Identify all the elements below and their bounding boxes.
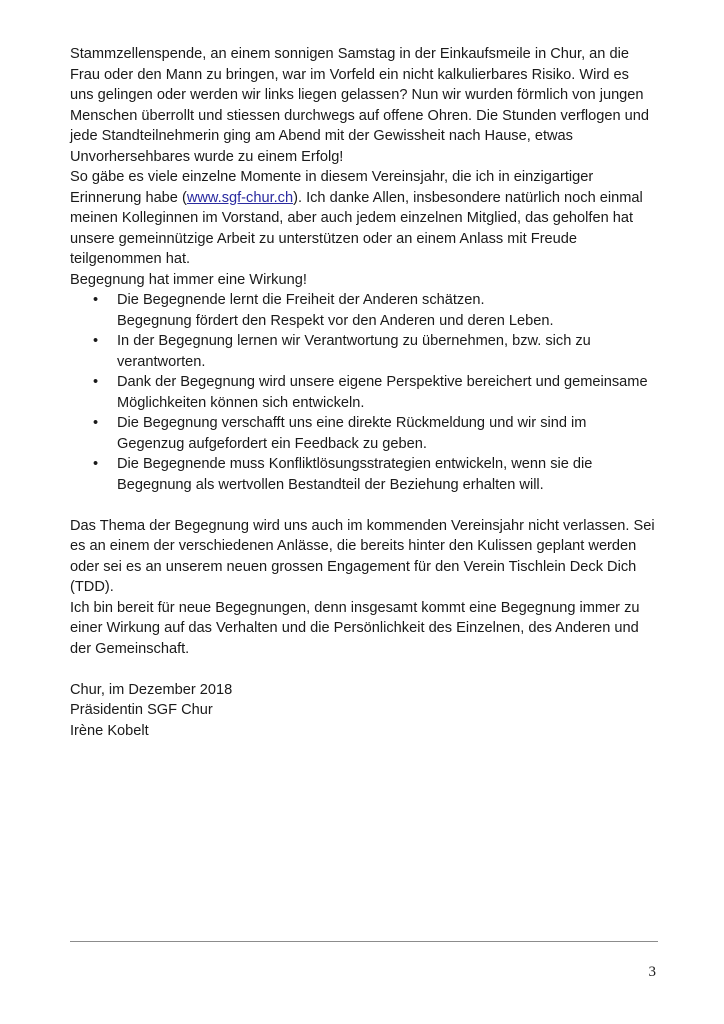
paragraph-bereit bbox=[70, 598, 670, 660]
text-line: einer Wirkung auf das Verhalten und die Persönlichkeit des Einzelnen, des Anderen und bbox=[70, 620, 639, 636]
text-line: Begegnung fördert den Respekt vor den Anderen und deren Leben. bbox=[117, 312, 554, 329]
text-line: jede Standteilnehmerin ging am Abend mit der Gewissheit nach Hause, etwas bbox=[70, 128, 573, 144]
signature-block bbox=[70, 680, 670, 742]
text-line: Gegenzug aufgefordert ein Feedback zu geben. bbox=[117, 435, 427, 452]
text-line: Dank der Begegnung wird unsere eigene Perspektive bereichert und gemeinsame bbox=[117, 374, 648, 390]
bullet-icon: • bbox=[93, 333, 99, 349]
text-line: So gäbe es viele einzelne Momente in diesem Vereinsjahr, die ich in einzigartiger bbox=[70, 169, 594, 185]
text-line: In der Begegnung lernen wir Verantwortung zu übernehmen, bzw. sich zu bbox=[117, 333, 591, 349]
bullet-list bbox=[70, 290, 670, 495]
paragraph-gap bbox=[70, 495, 670, 516]
text-line: Stammzellenspende, an einem sonnigen Samstag in der Einkaufsmeile in Chur, an die bbox=[70, 46, 629, 62]
paragraph-gap bbox=[70, 659, 670, 680]
text-line: unsere gemeinnützige Arbeit zu unterstützen oder an einem Anlass mit Freude bbox=[70, 230, 578, 247]
list-item bbox=[70, 413, 670, 454]
bullet-icon: • bbox=[93, 292, 99, 308]
page-number: 3 bbox=[648, 964, 656, 980]
paragraph-thema bbox=[70, 516, 670, 598]
signature-place-date: Chur, im Dezember 2018 bbox=[70, 681, 233, 698]
text-line: meinen Kolleginnen im Vorstand, aber auch jedem einzelnen Mitglied, das geholfen hat bbox=[70, 210, 634, 226]
text-line: Menschen überrollt und stiessen durchwegs auf offene Ohren. Die Stunden verflogen und bbox=[70, 107, 649, 124]
text-line: Die Begegnende muss Konfliktlösungsstrategien entwickeln, wenn sie die bbox=[117, 456, 593, 472]
list-item bbox=[70, 331, 670, 372]
text-line: Frau oder den Mann zu bringen, war im Vorfeld ein nicht kalkulierbares Risiko. Wird es bbox=[70, 66, 629, 83]
text-line: es an einem der verschiedenen Anlässe, die bereits hinter den Kulissen geplant werden bbox=[70, 538, 637, 554]
text-line: (TDD). bbox=[70, 579, 114, 595]
footer-divider bbox=[70, 941, 658, 942]
text-line: der Gemeinschaft. bbox=[70, 640, 190, 657]
text-line: Unvorhersehbares wurde zu einem Erfolg! bbox=[70, 148, 344, 165]
text-line: Möglichkeiten können sich entwickeln. bbox=[117, 394, 365, 411]
text-fragment: Erinnerung habe ( bbox=[70, 189, 187, 206]
list-item bbox=[70, 290, 670, 331]
text-fragment: ). Ich danke Allen, insbesondere natürlich noch einmal bbox=[293, 189, 643, 206]
text-line: Ich bin bereit für neue Begegnungen, denn insgesamt kommt eine Begegnung immer zu bbox=[70, 599, 640, 616]
text-line: Das Thema der Begegnung wird uns auch im kommenden Vereinsjahr nicht verlassen. Sei bbox=[70, 517, 655, 534]
text-line: Die Begegnung verschafft uns eine direkte Rückmeldung und wir sind im bbox=[117, 415, 587, 431]
signature-role: Präsidentin SGF Chur bbox=[70, 702, 213, 718]
bullet-icon: • bbox=[93, 374, 99, 390]
text-line: oder sei es an unserem neuen grossen Engagement für den Verein Tischlein Deck Dich bbox=[70, 558, 637, 575]
text-line: Die Begegnende lernt die Freiheit der Anderen schätzen. bbox=[117, 292, 485, 308]
paragraph-stammzellenspende bbox=[70, 44, 670, 167]
signature-name: Irène Kobelt bbox=[70, 722, 149, 739]
bullet-icon: • bbox=[93, 415, 99, 431]
text-line: uns gelingen oder werden wir links liegen gelassen? Nun wir wurden förmlich von jungen bbox=[70, 87, 644, 103]
intro-line: Begegnung hat immer eine Wirkung! bbox=[70, 271, 307, 288]
list-item bbox=[70, 372, 670, 413]
paragraph-vereinsjahr bbox=[70, 167, 670, 270]
text-line: teilgenommen hat. bbox=[70, 251, 191, 267]
document-body bbox=[70, 44, 670, 741]
website-link[interactable]: www.sgf-chur.ch bbox=[186, 189, 294, 206]
text-line: Begegnung als wertvollen Bestandteil der Beziehung erhalten will. bbox=[117, 476, 544, 493]
list-item bbox=[70, 454, 670, 495]
text-line: verantworten. bbox=[117, 353, 206, 370]
bullet-icon: • bbox=[93, 456, 99, 472]
